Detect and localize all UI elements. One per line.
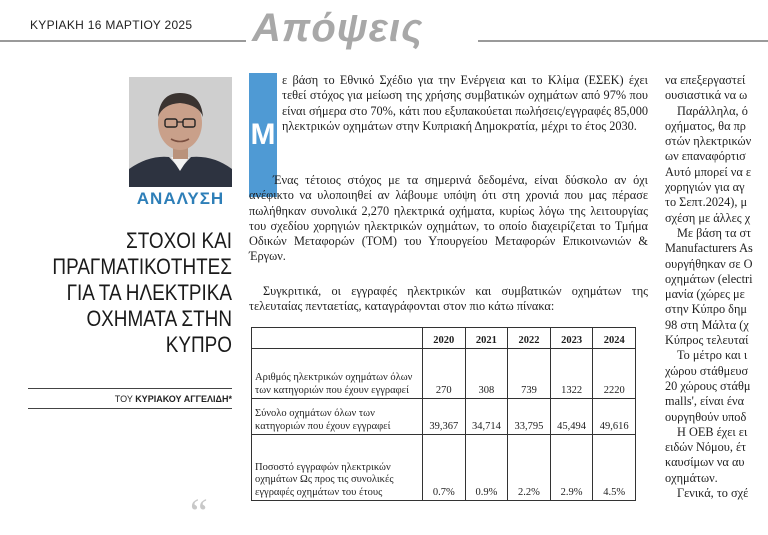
headline-line: ΠΡΑΓΜΑΤΙΚΟΤΗΤΕΣ — [52, 254, 232, 279]
column-line: στην Κύπρο δημ — [665, 302, 747, 317]
column-line: Το μέτρο και ι — [677, 348, 748, 363]
year-header: 2022 — [508, 328, 551, 349]
third-column — [665, 73, 768, 501]
table-cell: 45,494 — [550, 399, 593, 435]
year-header: 2021 — [465, 328, 508, 349]
table-row — [252, 435, 636, 501]
table-corner-cell — [252, 328, 423, 349]
headline-line: ΚΥΠΡΟ — [165, 332, 232, 357]
row-label: Αριθμός ηλεκτρικών οχημάτων όλων των κατηγοριών που έχουν εγγραφεί — [252, 349, 423, 399]
header-rule-right — [478, 40, 768, 42]
article-paragraph-1: ε βάση το Εθνικό Σχέδιο για την Ενέργεια και το Κλίμα (ΕΣΕΚ) έχει τεθεί στόχος για μείωση της χρήσης συμβατικών οχημάτων από 97% που είναι σήμερα στο 70%, κάτι που εξυπακούεται πωλήσεις/εγγραφές 85,000 ηλεκτρικών οχημάτων στην Κυπριακή Δημοκρατία, μέχρι το έτος 2030. — [282, 73, 648, 133]
year-header: 2024 — [593, 328, 636, 349]
table-cell: 0.9% — [465, 435, 508, 501]
table-cell: 49,616 — [593, 399, 636, 435]
table-cell: 2.2% — [508, 435, 551, 501]
table-cell: 4.5% — [593, 435, 636, 501]
table-row — [252, 399, 636, 435]
table-cell: 270 — [423, 349, 466, 399]
page-header — [0, 0, 768, 50]
column-line: malls', είναι ένα — [665, 394, 745, 409]
article-paragraph-2: Ένας τέτοιος στόχος με τα σημερινά δεδομένα, είναι δύσκολο αν όχι ανέφικτο να υλοποιηθεί αν λάβουμε υπόψη ότι στη χρονιά που μας πέρασε πωλήθηκαν συνολικά 2,270 ηλεκτρικά οχήματα, κυρίως λόγω της λειτουργίας του σχεδίου χορηγιών ηλεκτρικών οχημάτων, το οποίο διαχειρίζεται το Τμήμα Οδικών Μεταφορών (ΤΟΜ) του Υπουργείου Μεταφορών Επικοινωνιών & Έργων. — [249, 173, 648, 264]
table-cell: 34,714 — [465, 399, 508, 435]
column-line: χορηγιών για αγ — [665, 180, 745, 195]
byline-prefix: ΤΟΥ — [114, 394, 133, 404]
table-row — [252, 349, 636, 399]
analysis-tag: ΑΝΑΛΥΣΗ — [129, 188, 232, 210]
table-cell: 308 — [465, 349, 508, 399]
column-line: το Σεπτ.2024), μ — [665, 195, 748, 210]
table-cell: 739 — [508, 349, 551, 399]
table-cell: 2220 — [593, 349, 636, 399]
column-line: ουσιαστικά να ω — [665, 88, 748, 103]
byline-rule-top — [28, 388, 232, 389]
table-cell: 1322 — [550, 349, 593, 399]
column-line: ων επαναφόρτισ — [665, 149, 746, 164]
registrations-table — [251, 327, 636, 501]
column-line: στών ηλεκτρικών — [665, 134, 752, 149]
column-line: 98 στη Μάλτα (χ — [665, 317, 749, 332]
author-portrait-icon — [129, 77, 232, 187]
headline-line: ΟΧΗΜΑΤΑ ΣΤΗΝ — [86, 306, 232, 331]
article-headline — [41, 228, 232, 358]
column-line: οχήματος, θα πρ — [665, 118, 746, 133]
quote-mark-icon: “ — [190, 490, 208, 535]
column-line: Manufacturers As — [665, 241, 753, 256]
column-line: μανία (χώρες με — [665, 287, 745, 302]
column-line: χώρου στάθμευσ — [665, 363, 749, 378]
column-line: να επεξεργαστεί — [665, 73, 746, 87]
byline-rule-bottom — [28, 408, 232, 409]
year-header: 2020 — [423, 328, 466, 349]
row-label: Ποσοστό εγγραφών ηλεκτρικών οχημάτων Ως προς τις συνολικές εγγραφές οχημάτων του έτους — [252, 435, 423, 501]
column-line: σχέση με άλλες χ — [665, 210, 751, 225]
table-cell: 2.9% — [550, 435, 593, 501]
article-paragraph-3: Συγκριτικά, οι εγγραφές ηλεκτρικών και συμβατικών οχημάτων της τελευταίας πενταετίας, καταγράφονται στον πιο κάτω πίνακα: — [249, 284, 648, 314]
column-line: ουργηθούν υποδ — [665, 409, 747, 424]
column-line: Με βάση τα στ — [677, 225, 752, 240]
column-line: Παράλληλα, ό — [677, 103, 748, 118]
column-line: οχημάτων (electri — [665, 271, 753, 286]
issue-date: ΚΥΡΙΑΚΗ 16 ΜΑΡΤΙΟΥ 2025 — [30, 18, 193, 32]
headline-line: ΓΙΑ ΤΑ ΗΛΕΚΤΡΙΚΑ — [66, 280, 232, 305]
column-line: Γενικά, το σχέ — [677, 486, 749, 501]
table-header-row — [252, 328, 636, 349]
section-title: Απόψεις — [252, 6, 424, 50]
table-cell: 39,367 — [423, 399, 466, 435]
column-line: καυσίμων να αυ — [665, 455, 745, 470]
author-photo — [129, 77, 232, 187]
headline-line: ΣΤΟΧΟΙ ΚΑΙ — [126, 228, 232, 253]
row-label: Σύνολο οχημάτων όλων των κατηγοριών που έχουν εγγραφεί — [252, 399, 423, 435]
column-line: ειδών Νόμου, έτ — [665, 440, 747, 455]
column-line: 20 χώρους στάθμ — [665, 378, 751, 393]
byline-author: ΚΥΡΙΑΚΟΥ ΑΓΓΕΛΙΔΗ* — [135, 394, 232, 404]
drop-cap: Μ — [249, 73, 277, 197]
header-rule-left — [0, 40, 246, 42]
byline — [28, 394, 232, 404]
column-line: Αυτό μπορεί να ε — [665, 164, 752, 179]
column-line: ουργήθηκαν σε Ο — [665, 256, 753, 271]
table-cell: 0.7% — [423, 435, 466, 501]
column-line: οχημάτων. — [665, 470, 718, 485]
column-line: Κύπρος τελευταί — [665, 333, 749, 348]
table-cell: 33,795 — [508, 399, 551, 435]
column-line: Η ΟΕΒ έχει ει — [677, 424, 748, 439]
year-header: 2023 — [550, 328, 593, 349]
